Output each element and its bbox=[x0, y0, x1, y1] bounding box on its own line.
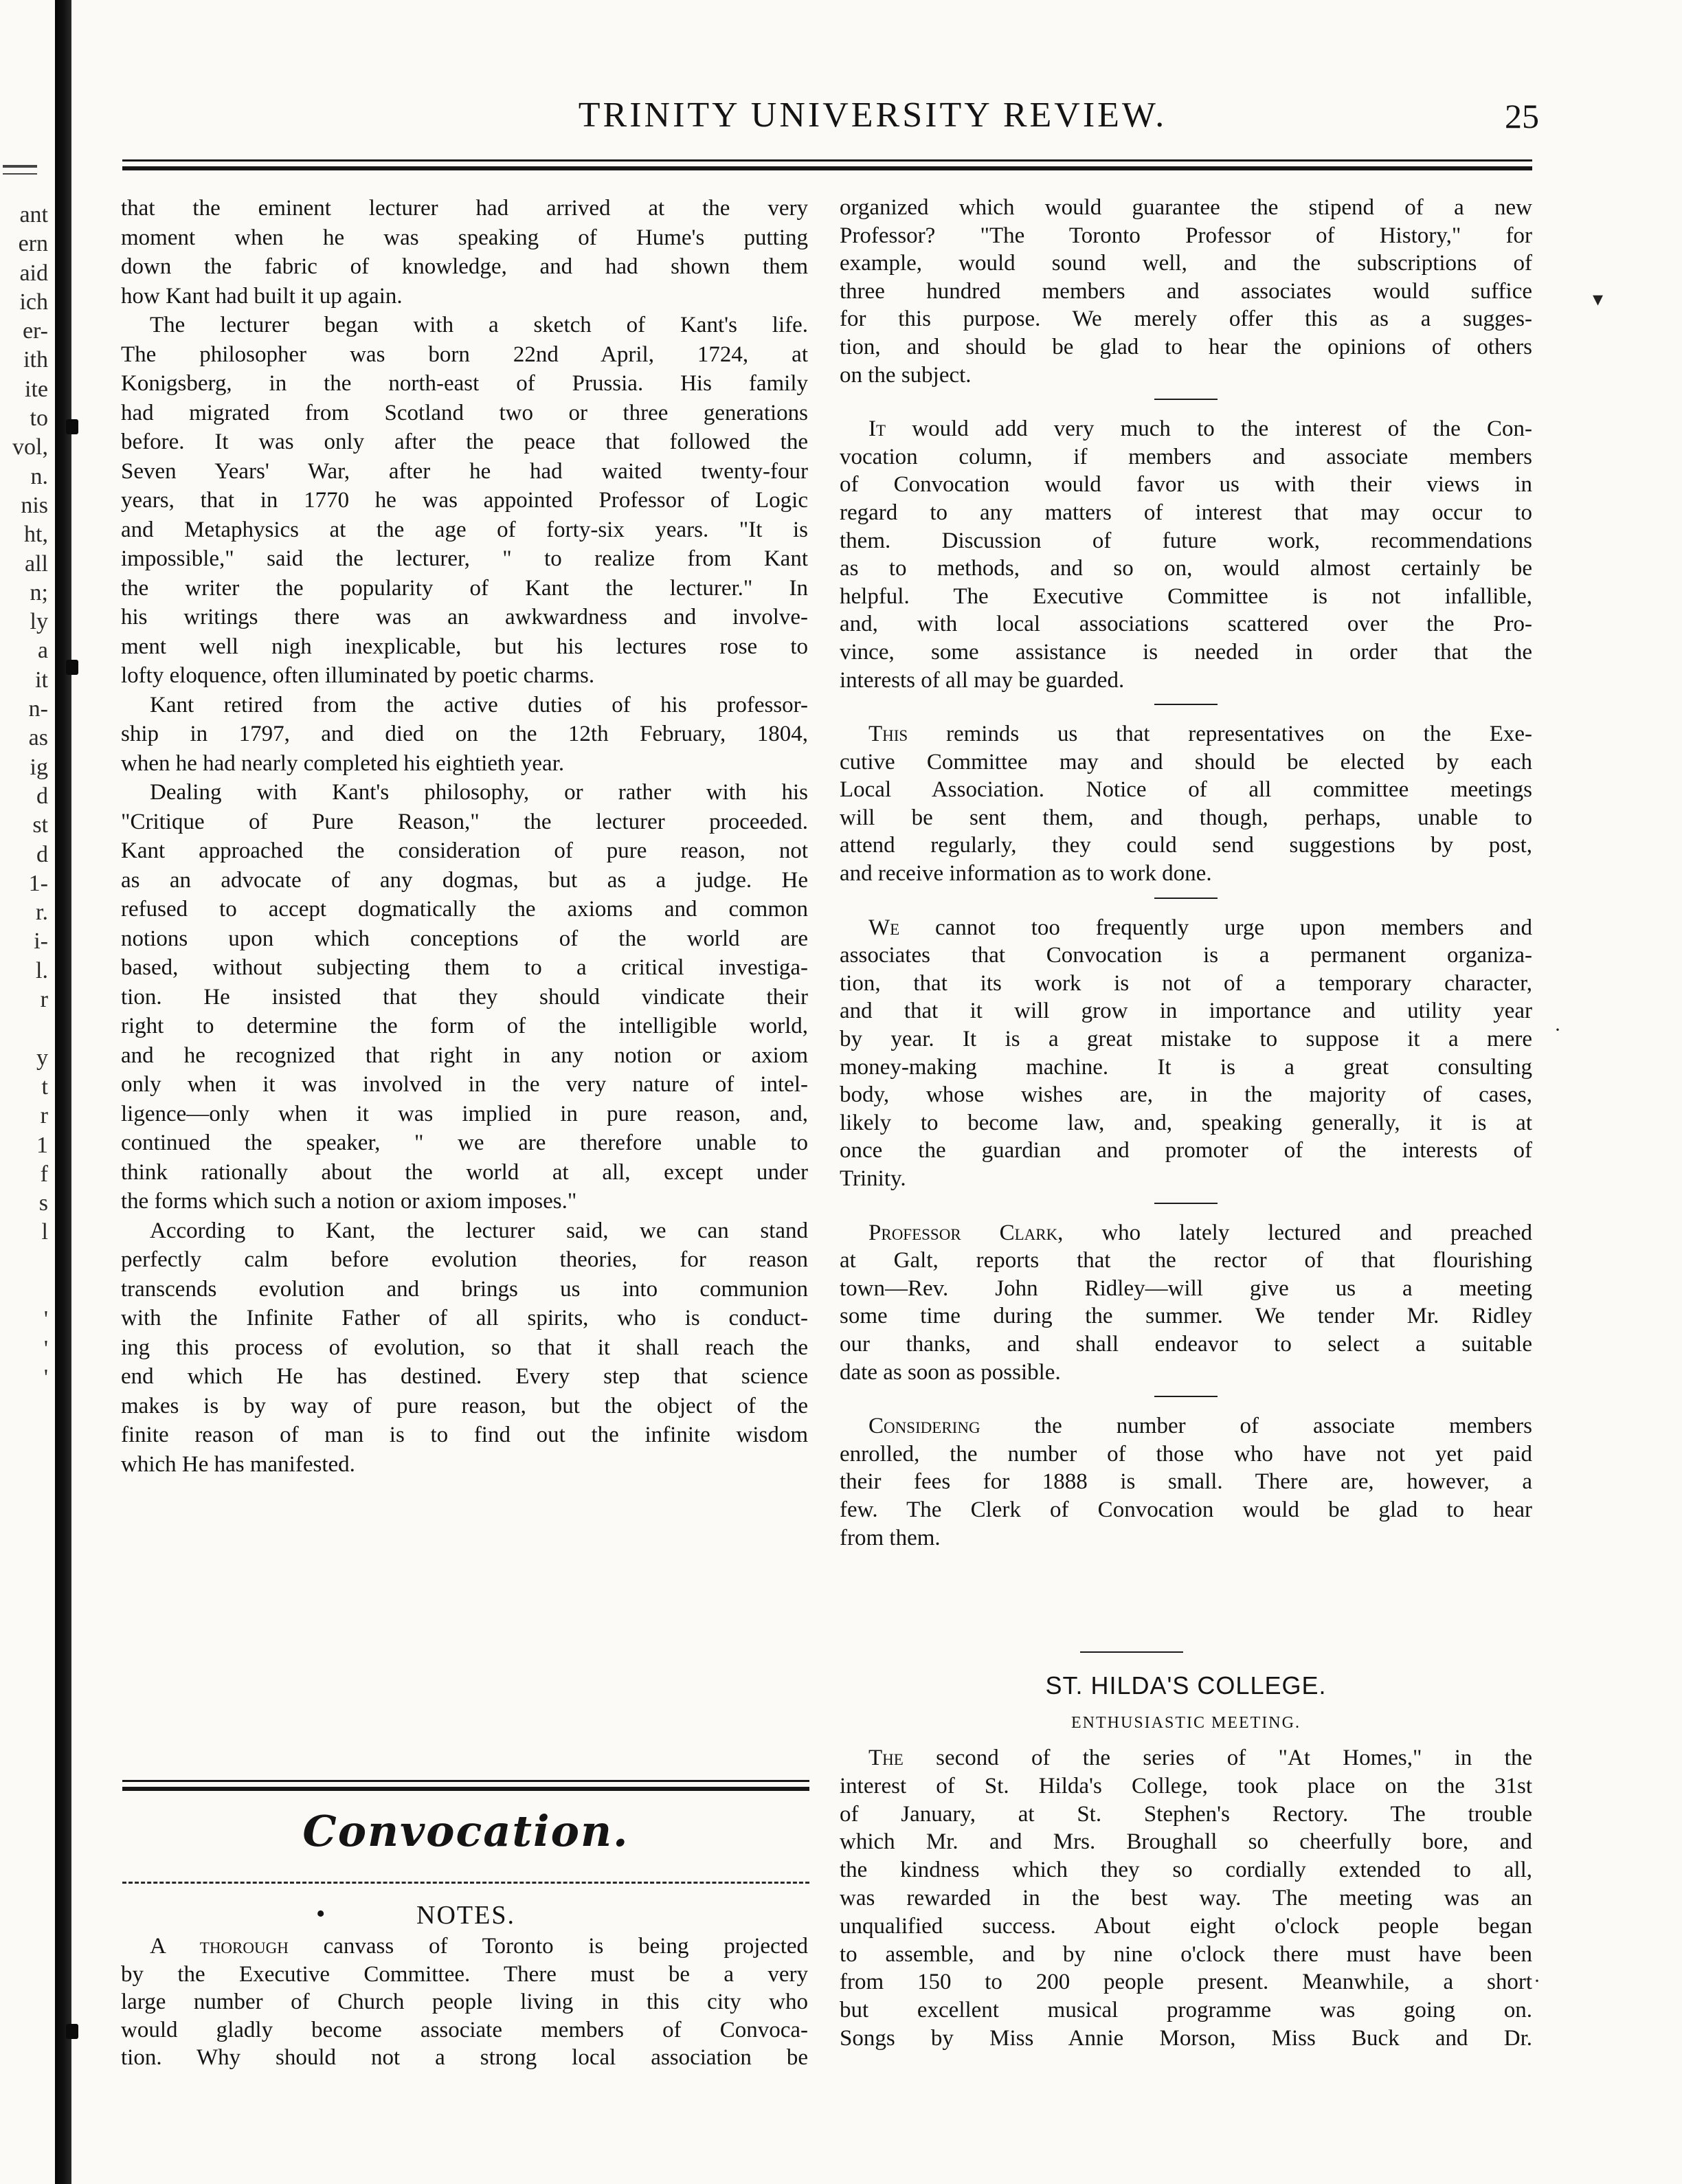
text-line: attend regularly, they could send suggestions by post, bbox=[840, 833, 1532, 858]
text-line: Kant retired from the active duties of his professor- bbox=[150, 692, 808, 717]
text-line: Dealing with Kant's philosophy, or rather with his bbox=[150, 780, 808, 805]
text-line: as to methods, and so on, would almost certainly be bbox=[840, 556, 1532, 581]
text-line: as an advocate of any dogmas, but as a judge. He bbox=[121, 867, 808, 893]
margin-fragment: r bbox=[40, 1103, 48, 1129]
text-line: of Convocation would favor us with their views in bbox=[840, 472, 1532, 498]
text-line bbox=[840, 1412, 1532, 1440]
paragraph-divider bbox=[1154, 1203, 1218, 1204]
margin-fragment: nis bbox=[21, 492, 48, 518]
text-line: tion. He insisted that they should vindicate their bbox=[121, 984, 808, 1010]
margin-fragment: r. bbox=[36, 900, 48, 926]
text-line: vince, some assistance is needed in order that the bbox=[840, 639, 1532, 665]
section-rule bbox=[122, 1780, 809, 1782]
text-line: years, that in 1770 he was appointed Professor of Logic bbox=[121, 488, 808, 513]
paragraph bbox=[840, 1412, 1532, 1552]
text-run: canvass of Toronto is being projected bbox=[288, 1934, 809, 1959]
text-line: According to Kant, the lecturer said, we can stand bbox=[150, 1218, 808, 1243]
margin-fragment bbox=[0, 1276, 48, 1305]
text-line: Local Association. Notice of all committee meetings bbox=[840, 777, 1532, 803]
margin-fragment: all bbox=[25, 550, 48, 577]
text-line: regard to any matters of interest that may occur to bbox=[840, 500, 1532, 525]
margin-fragment: ant bbox=[19, 202, 48, 227]
margin-fragment bbox=[0, 1014, 48, 1043]
running-title: TRINITY UNIVERSITY REVIEW. bbox=[578, 96, 1167, 135]
text-line: and Metaphysics at the age of forty-six years. "It is bbox=[121, 517, 808, 542]
spine-notch bbox=[66, 660, 78, 675]
paragraph bbox=[121, 194, 808, 311]
text-line: will be sent them, and though, perhaps, unable to bbox=[840, 805, 1532, 830]
margin-fragment: ite bbox=[25, 376, 48, 402]
margin-fragment: ' bbox=[43, 1306, 48, 1333]
margin-fragments bbox=[0, 201, 48, 1421]
text-line: from 150 to 200 people present. Meanwhile, a short bbox=[840, 1970, 1532, 1995]
text-line: Konigsberg, in the north-east of Prussia. His family bbox=[121, 371, 808, 396]
page-spine bbox=[55, 0, 71, 2184]
paragraph-divider bbox=[1154, 898, 1218, 899]
text-line: refused to accept dogmatically the axioms and common bbox=[121, 897, 808, 922]
text-line: their fees for 1888 is small. There are, however, a bbox=[840, 1469, 1532, 1495]
text-line: cutive Committee may and should be elected by each bbox=[840, 749, 1532, 775]
text-line: likely to become law, and, speaking generally, it is at bbox=[840, 1110, 1532, 1135]
page-number: 25 bbox=[1505, 97, 1539, 135]
margin-fragment: f bbox=[40, 1161, 48, 1187]
margin-fragment: ith bbox=[23, 347, 48, 373]
text-line: some time during the summer. We tender Mr. Ridley bbox=[840, 1304, 1532, 1329]
margin-fragment bbox=[0, 1247, 48, 1276]
convocation-title: Convocation. bbox=[302, 1806, 629, 1856]
margin-fragment: l bbox=[41, 1219, 48, 1245]
text-line: ship in 1797, and died on the 12th February, 1804, bbox=[121, 722, 808, 746]
margin-fragment: r bbox=[40, 987, 48, 1013]
paragraph bbox=[840, 194, 1532, 389]
text-line: by the Executive Committee. There must be a very bbox=[121, 1961, 808, 1987]
margin-fragment: i- bbox=[34, 928, 48, 955]
dashed-rule bbox=[122, 1882, 809, 1884]
lead-words: A thorough bbox=[150, 1934, 289, 1959]
text-line bbox=[840, 914, 1532, 942]
text-line: finite reason of man is to find out the infinite wisdom bbox=[121, 1423, 808, 1447]
text-line: moment when he was speaking of Hume's putting bbox=[121, 225, 808, 250]
text-line bbox=[840, 720, 1532, 748]
section-rule bbox=[1080, 1651, 1183, 1653]
text-line: from them. bbox=[840, 1525, 941, 1550]
text-line: once the guardian and promoter of the interests of bbox=[840, 1138, 1532, 1163]
margin-mark: · bbox=[1534, 1970, 1540, 1992]
margin-fragment: er- bbox=[22, 318, 48, 344]
left-column bbox=[121, 194, 808, 1479]
text-line bbox=[840, 415, 1532, 443]
text-line: body, whose wishes are, in the majority of cases, bbox=[840, 1082, 1532, 1108]
text-line: Seven Years' War, after he had waited twenty-four bbox=[121, 458, 808, 484]
text-line bbox=[840, 1744, 1532, 1772]
text-line: organized which would guarantee the stipend of a new bbox=[840, 195, 1532, 220]
text-run: cannot too frequently urge upon members and bbox=[899, 915, 1532, 940]
text-line: our thanks, and shall endeavor to select a suitable bbox=[840, 1331, 1532, 1357]
convocation-notes-paragraph bbox=[121, 1932, 808, 2072]
text-line: think rationally about the world at all, except under bbox=[121, 1159, 808, 1185]
lead-words: The bbox=[868, 1746, 904, 1770]
margin-fragment: ' bbox=[43, 1364, 48, 1390]
text-line: was rewarded in the best way. The meeting was an bbox=[840, 1885, 1532, 1910]
text-run: second of the series of "At Homes," in the bbox=[903, 1746, 1532, 1770]
text-line: end which He has destined. Every step that science bbox=[121, 1364, 808, 1389]
text-run: who lately lectured and preached bbox=[1063, 1220, 1532, 1245]
text-line: tion, and should be glad to hear the opinions of others bbox=[840, 334, 1532, 359]
margin-rule bbox=[3, 165, 37, 168]
paragraph bbox=[840, 1744, 1532, 2053]
text-line: vocation column, if members and associate members bbox=[840, 444, 1532, 469]
text-run: would add very much to the interest of the Con- bbox=[886, 416, 1532, 442]
margin-fragment: ' bbox=[43, 1335, 48, 1361]
st-hildas-subheading: ENTHUSIASTIC MEETING. bbox=[1071, 1714, 1301, 1732]
text-line: Kant approached the consideration of pure reason, not bbox=[121, 838, 808, 863]
margin-fragment: ern bbox=[18, 231, 48, 257]
text-line: lofty eloquence, often illuminated by poetic charms. bbox=[121, 663, 595, 688]
text-line: only when it was involved in the very nature of intel- bbox=[121, 1072, 808, 1097]
text-line: continued the speaker, " we are therefore unable to bbox=[121, 1130, 808, 1155]
text-line: town—Rev. John Ridley—will give us a meeting bbox=[840, 1275, 1532, 1301]
margin-fragment: st bbox=[32, 812, 48, 838]
text-line: them. Discussion of future work, recommendations bbox=[840, 528, 1532, 553]
text-line: tion. Why should not a strong local association be bbox=[121, 2045, 808, 2070]
text-line: how Kant had built it up again. bbox=[121, 283, 403, 309]
margin-fragment: 1- bbox=[28, 870, 48, 896]
text-line: but excellent musical programme was going on. bbox=[840, 1998, 1532, 2023]
paragraph bbox=[121, 691, 808, 779]
margin-fragment: it bbox=[35, 667, 48, 693]
text-line: transcends evolution and brings us into communion bbox=[121, 1276, 808, 1302]
text-line: the kindness which they so cordially extended to all, bbox=[840, 1858, 1532, 1883]
lead-words: Considering bbox=[868, 1414, 980, 1439]
paragraph bbox=[121, 1932, 808, 2072]
margin-fragment: n; bbox=[30, 579, 48, 605]
text-line: "Critique of Pure Reason," the lecturer proceeded. bbox=[121, 809, 808, 834]
text-line: and he recognized that right in any notion or axiom bbox=[121, 1043, 808, 1068]
margin-fragment: ig bbox=[30, 754, 48, 780]
text-line: that the eminent lecturer had arrived at the very bbox=[121, 196, 808, 221]
margin-rule bbox=[3, 173, 37, 175]
text-line: tion, that its work is not of a temporary character, bbox=[840, 970, 1532, 996]
text-line: which Mr. and Mrs. Broughall so cheerfully bore, and bbox=[840, 1829, 1532, 1855]
paragraph bbox=[840, 415, 1532, 694]
margin-mark: ▾ bbox=[1593, 288, 1604, 311]
text-line bbox=[840, 1219, 1532, 1247]
margin-fragment: ly bbox=[30, 609, 48, 635]
lead-words: It bbox=[868, 416, 886, 442]
paragraph bbox=[840, 914, 1532, 1193]
text-line: down the fabric of knowledge, and had shown them bbox=[121, 254, 808, 279]
text-line: and that it will grow in importance and utility year bbox=[840, 999, 1532, 1024]
margin-fragment: to bbox=[30, 405, 48, 432]
lead-words: This bbox=[868, 722, 908, 747]
text-line: based, without subjecting them to a critical investiga- bbox=[121, 955, 808, 980]
text-line: which He has manifested. bbox=[121, 1451, 355, 1477]
text-line: would gladly become associate members of Convoca- bbox=[121, 2017, 808, 2042]
st-hildas-paragraph bbox=[840, 1744, 1532, 2053]
margin-fragment: n- bbox=[28, 696, 48, 722]
header-rule bbox=[122, 159, 1532, 161]
section-rule bbox=[122, 1787, 809, 1791]
text-line: ligence—only when it was implied in pure reason, and, bbox=[121, 1101, 808, 1126]
margin-fragment: s bbox=[38, 1190, 48, 1216]
margin-fragment: vol, bbox=[12, 434, 48, 460]
margin-fragment: aid bbox=[19, 260, 48, 286]
text-line: with the Infinite Father of all spirits, who is conduct- bbox=[121, 1306, 808, 1330]
text-line: helpful. The Executive Committee is not infallible, bbox=[840, 583, 1532, 609]
margin-fragment: y bbox=[36, 1045, 48, 1071]
right-column bbox=[840, 194, 1532, 1552]
text-line: and receive information as to work done. bbox=[840, 861, 1212, 887]
margin-fragment: d bbox=[36, 783, 48, 809]
text-line: interest of St. Hilda's College, took place on the 31st bbox=[840, 1773, 1532, 1798]
paragraph-divider bbox=[1154, 399, 1218, 400]
text-line: at Galt, reports that the rector of that flourishing bbox=[840, 1248, 1532, 1273]
paragraph-divider bbox=[1154, 704, 1218, 705]
text-line: to assemble, and by nine o'clock there must have been bbox=[840, 1941, 1532, 1967]
text-line: on the subject. bbox=[840, 362, 972, 388]
text-line: interests of all may be guarded. bbox=[840, 667, 1125, 693]
st-hildas-heading: ST. HILDA'S COLLEGE. bbox=[1045, 1671, 1327, 1700]
text-line: of January, at St. Stephen's Rectory. The trouble bbox=[840, 1801, 1532, 1827]
paragraph bbox=[121, 778, 808, 1216]
text-run: reminds us that representatives on the Exe- bbox=[908, 722, 1532, 747]
text-line: enrolled, the number of those who have not yet paid bbox=[840, 1441, 1532, 1467]
text-line: few. The Clerk of Convocation would be glad to hear bbox=[840, 1497, 1532, 1522]
margin-mark: · bbox=[1554, 1018, 1561, 1041]
text-line: the writer the popularity of Kant the lecturer." In bbox=[121, 575, 808, 601]
text-line: when he had nearly completed his eightieth year. bbox=[121, 750, 565, 776]
text-line: The philosopher was born 22nd April, 1724, at bbox=[121, 342, 808, 367]
margin-fragment bbox=[0, 1392, 48, 1421]
text-run: the number of associate members bbox=[980, 1414, 1532, 1439]
lead-words: Professor Clark, bbox=[868, 1220, 1064, 1245]
margin-fragment: a bbox=[37, 638, 48, 664]
text-line: had migrated from Scotland two or three generations bbox=[121, 400, 808, 425]
text-line: right to determine the form of the intelligible world, bbox=[121, 1014, 808, 1038]
text-line: impossible," said the lecturer, " to realize from Kant bbox=[121, 546, 808, 571]
text-line: The lecturer began with a sketch of Kant's life. bbox=[150, 313, 808, 337]
text-line: Professor? "The Toronto Professor of History," for bbox=[840, 223, 1532, 248]
margin-fragment: as bbox=[28, 725, 48, 751]
text-line: example, would sound well, and the subscriptions of bbox=[840, 251, 1532, 276]
text-line: associates that Convocation is a permanent organiza- bbox=[840, 943, 1532, 968]
margin-fragment: t bbox=[41, 1073, 48, 1100]
text-line: his writings there was an awkwardness and involve- bbox=[121, 605, 808, 629]
paragraph bbox=[840, 720, 1532, 888]
margin-fragment: l. bbox=[36, 957, 48, 983]
text-line: before. It was only after the peace that followed the bbox=[121, 430, 808, 454]
margin-fragment: ich bbox=[19, 289, 48, 315]
text-line: three hundred members and associates would suffice bbox=[840, 278, 1532, 304]
text-line: makes is by way of pure reason, but the object of the bbox=[121, 1393, 808, 1418]
spine-notch bbox=[66, 2024, 78, 2039]
paragraph bbox=[121, 1216, 808, 1480]
text-line: ment well nigh inexplicable, but his lectures rose to bbox=[121, 634, 808, 659]
text-line: date as soon as possible. bbox=[840, 1359, 1061, 1385]
bullet-icon: • bbox=[316, 1899, 326, 1928]
text-line: notions upon which conceptions of the world are bbox=[121, 926, 808, 951]
paragraph-divider bbox=[1154, 1396, 1218, 1397]
text-line: and, with local associations scattered over the Pro- bbox=[840, 612, 1532, 637]
text-line: Trinity. bbox=[840, 1166, 906, 1191]
margin-fragment: ht, bbox=[24, 522, 48, 548]
text-line: unqualified success. About eight o'clock people began bbox=[840, 1913, 1532, 1939]
header-rule bbox=[122, 166, 1532, 170]
text-line: Songs by Miss Annie Morson, Miss Buck and Dr. bbox=[840, 2025, 1532, 2051]
text-line: ing this process of evolution, so that it shall reach the bbox=[121, 1335, 808, 1360]
paragraph bbox=[121, 311, 808, 691]
notes-heading: NOTES. bbox=[416, 1901, 515, 1930]
text-line bbox=[121, 1932, 808, 1961]
margin-fragment: 1 bbox=[36, 1132, 48, 1158]
margin-fragment: d bbox=[36, 841, 48, 867]
text-line: large number of Church people living in this city who bbox=[121, 1990, 808, 2014]
lead-words: We bbox=[868, 915, 900, 940]
text-line: money-making machine. It is a great consulting bbox=[840, 1054, 1532, 1080]
spine-notch bbox=[66, 419, 78, 434]
paragraph bbox=[840, 1219, 1532, 1387]
text-line: by year. It is a great mistake to suppose it a mere bbox=[840, 1027, 1532, 1052]
text-line: for this purpose. We merely offer this as a sugges- bbox=[840, 307, 1532, 332]
text-line: the forms which such a notion or axiom imposes." bbox=[121, 1189, 577, 1214]
margin-fragment: n. bbox=[30, 463, 48, 489]
text-line: perfectly calm before evolution theories, for reason bbox=[121, 1247, 808, 1272]
